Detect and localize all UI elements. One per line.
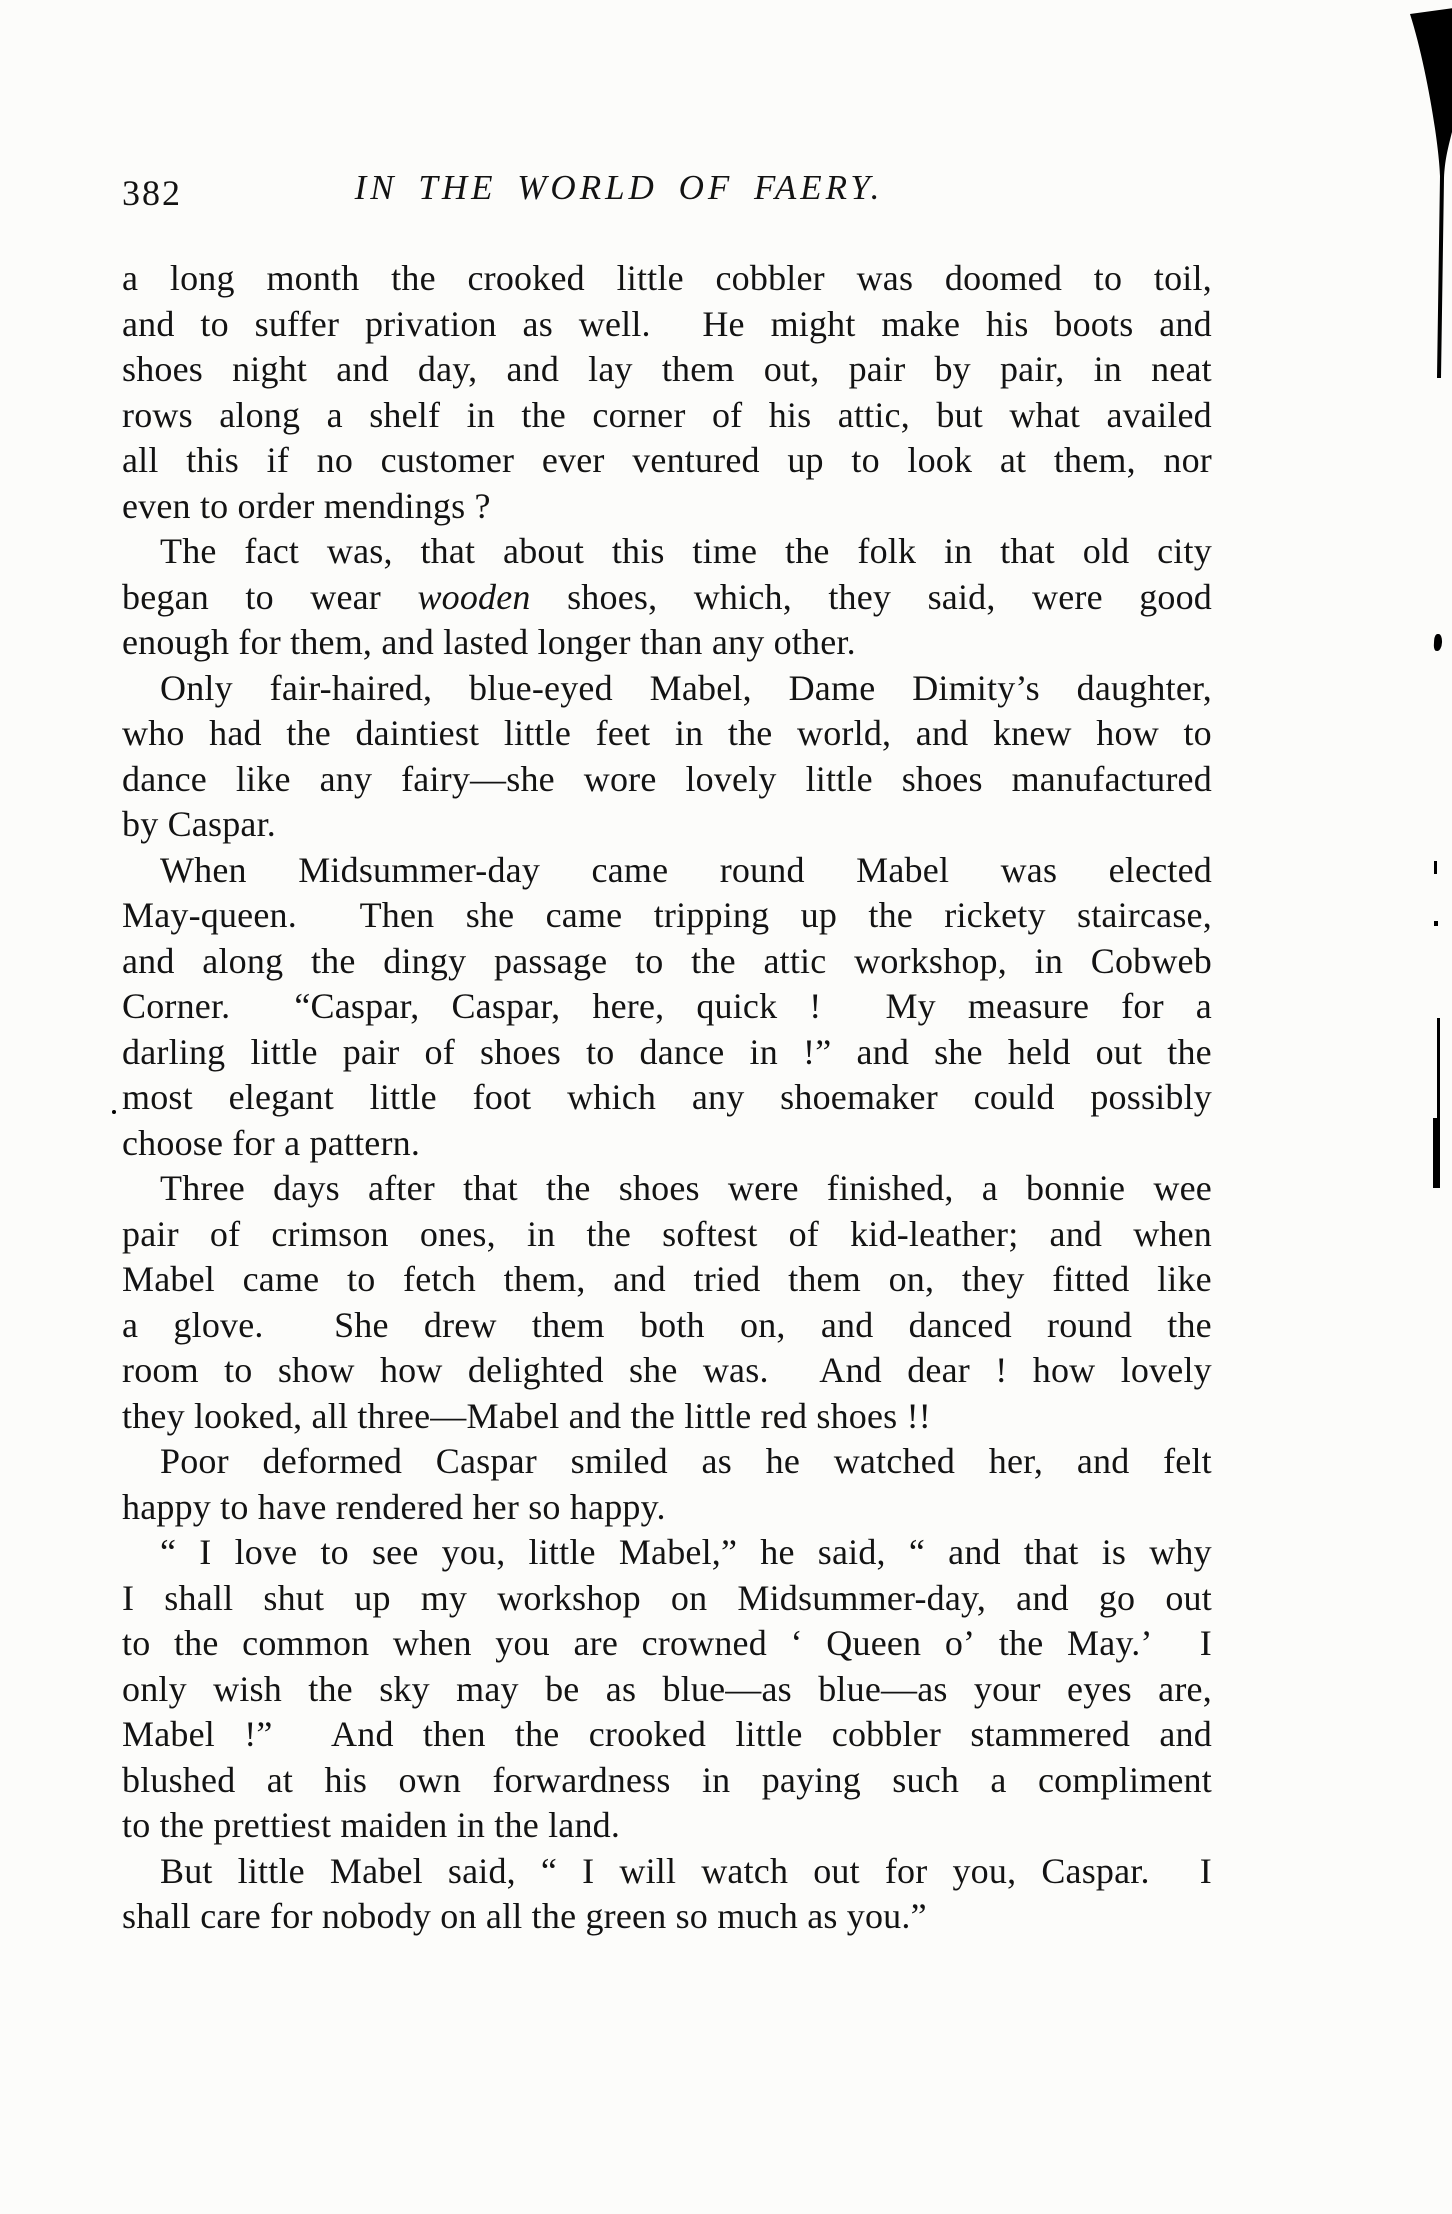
text-line: But little Mabel said, “ I will watch out for you, Caspar. I — [160, 1850, 1212, 1891]
text-line: and along the dingy passage to the attic workshop, in Cobweb — [122, 940, 1212, 981]
paragraph — [122, 1439, 1212, 1530]
scan-artifact-speck — [112, 1110, 116, 1114]
text-line: shoes night and day, and lay them out, pair by pair, in neat — [122, 349, 1212, 389]
text-line: all this if no customer ever ventured up to look at them, nor — [122, 440, 1212, 480]
paragraph — [122, 529, 1212, 666]
text-line: only wish the sky may be as blue—as blue—as your eyes are, — [122, 1668, 1212, 1709]
text-line: to the common when you are crowned ‘ Queen o’ the May.’ I — [122, 1623, 1212, 1663]
text-line: began to wear wooden shoes, which, they said, were good — [122, 576, 1212, 617]
text-line: to the prettiest maiden in the land. — [122, 1805, 621, 1845]
text-line: and to suffer privation as well. He might make his boots and — [122, 303, 1212, 344]
text-line: darling little pair of shoes to dance in !” and she held out the — [122, 1031, 1212, 1072]
paragraph — [122, 1530, 1212, 1849]
text-line: Poor deformed Caspar smiled as he watched her, and felt — [160, 1441, 1212, 1481]
text-line: Mabel !” And then the crooked little cobbler stammered and — [122, 1714, 1212, 1754]
text-line: choose for a pattern. — [122, 1122, 421, 1163]
text-line: Mabel came to fetch them, and tried them on, they fitted like — [122, 1259, 1212, 1299]
text-line: pair of crimson ones, in the softest of kid-leather; and when — [122, 1213, 1212, 1254]
text-line: they looked, all three—Mabel and the little red shoes !! — [122, 1395, 931, 1436]
paragraph — [122, 848, 1212, 1167]
text-line: shall care for nobody on all the green so much as you.” — [122, 1896, 927, 1936]
running-header-title: IN THE WORLD OF FAERY. — [354, 168, 884, 207]
text-line: blushed at his own forwardness in paying such a compliment — [122, 1759, 1212, 1800]
text-line: When Midsummer-day came round Mabel was elected — [160, 849, 1212, 890]
paragraph — [122, 256, 1212, 529]
text-line: “ I love to see you, little Mabel,” he said, “ and that is why — [160, 1532, 1212, 1572]
paragraph — [122, 1166, 1212, 1439]
page-header — [122, 168, 1212, 216]
paragraph — [122, 666, 1212, 848]
text-line: by Caspar. — [122, 804, 276, 844]
body-text — [122, 256, 1212, 1940]
text-line: happy to have rendered her so happy. — [122, 1486, 666, 1527]
text-line: Only fair-haired, blue-eyed Mabel, Dame Dimity’s daughter, — [160, 667, 1212, 708]
text-line: who had the daintiest little feet in the world, and knew how to — [122, 713, 1212, 753]
text-line: enough for them, and lasted longer than any other. — [122, 622, 856, 662]
text-line: dance like any fairy—she wore lovely little shoes manufactured — [122, 758, 1212, 799]
scan-artifact-speck — [1434, 921, 1438, 926]
scan-artifact-speck — [1434, 634, 1443, 651]
text-line: most elegant little foot which any shoemaker could possibly — [122, 1077, 1212, 1117]
text-line: rows along a shelf in the corner of his attic, but what availed — [122, 394, 1212, 435]
text-line: even to order mendings ? — [122, 485, 491, 526]
text-line: Three days after that the shoes were finished, a bonnie wee — [160, 1168, 1212, 1208]
text-line: Corner. “Caspar, Caspar, here, quick ! My measure for a — [122, 986, 1212, 1026]
page-number: 382 — [122, 173, 182, 213]
paragraph — [122, 1849, 1212, 1940]
text-line: The fact was, that about this time the folk in that old city — [160, 531, 1212, 571]
scan-artifact-corner-wedge — [1404, 6, 1452, 390]
scan-artifact-edge-line — [1433, 1118, 1440, 1188]
scan-artifact-speck — [1434, 861, 1437, 874]
text-line: a glove. She drew them both on, and danced round the — [122, 1304, 1212, 1345]
text-line: a long month the crooked little cobbler was doomed to toil, — [122, 258, 1212, 298]
text-line: room to show how delighted she was. And dear ! how lovely — [122, 1350, 1212, 1390]
text-line: May-queen. Then she came tripping up the rickety staircase, — [122, 895, 1212, 935]
text-line: I shall shut up my workshop on Midsummer-day, and go out — [122, 1577, 1212, 1618]
